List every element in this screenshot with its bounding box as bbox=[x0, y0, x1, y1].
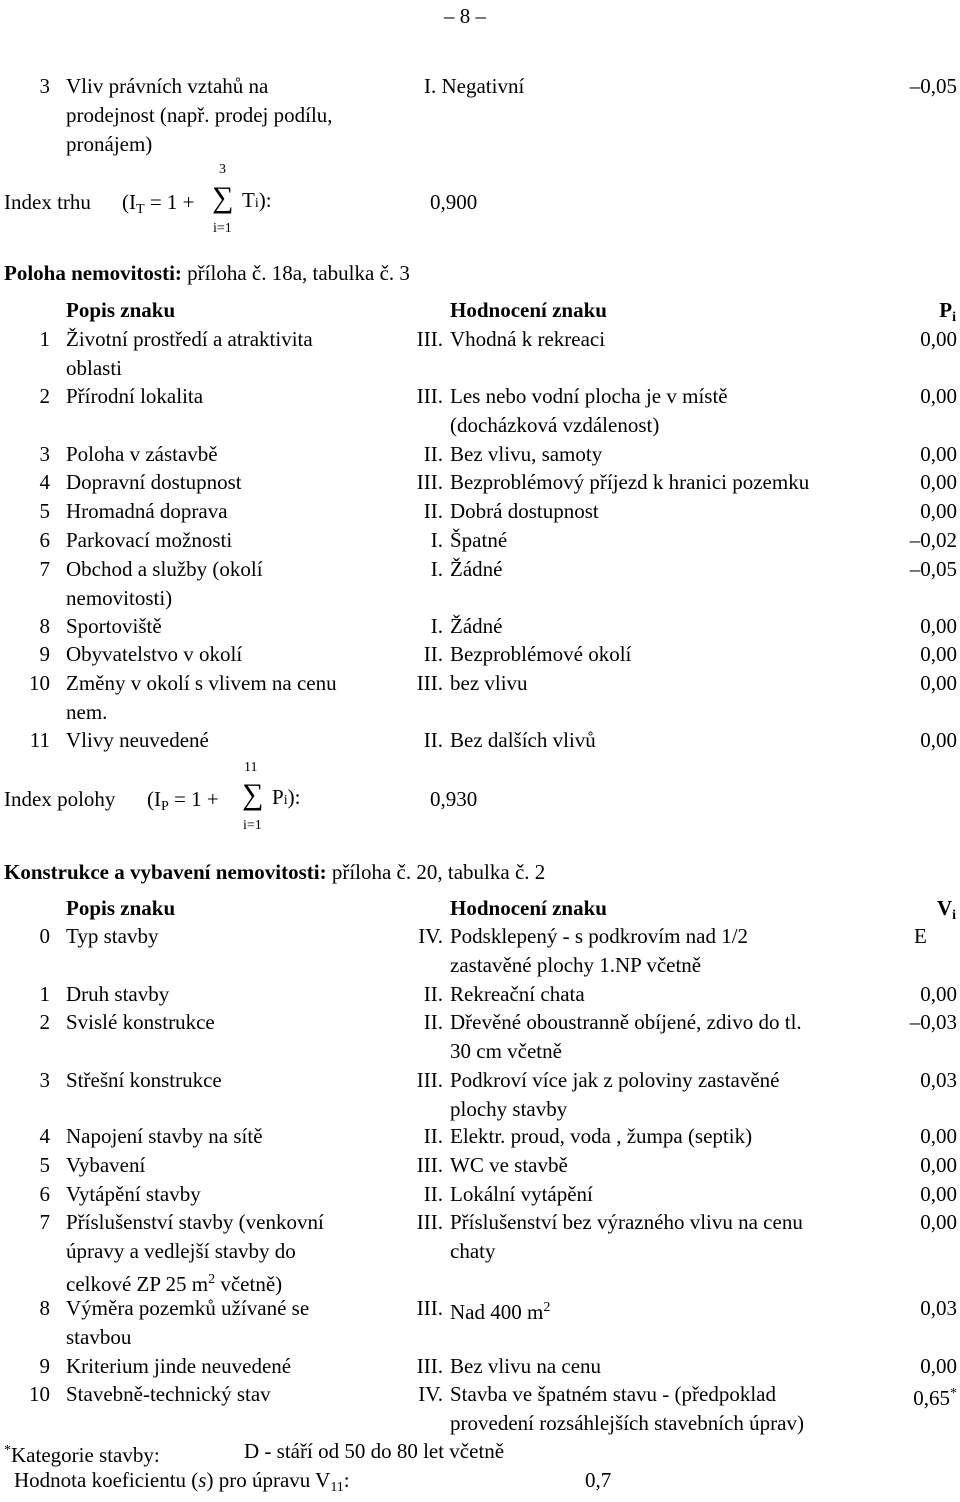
section-title-bold: Konstrukce a vybavení nemovitosti: bbox=[4, 860, 327, 884]
sum-lower-limit: i=1 bbox=[213, 221, 232, 236]
evaluation-level: I. bbox=[430, 557, 443, 581]
row-number: 9 bbox=[39, 642, 50, 666]
value-text: 0,65* bbox=[913, 1386, 957, 1410]
evaluation-text: Vhodná k rekreaci bbox=[450, 327, 606, 351]
feature-text: Vytápění stavby bbox=[66, 1182, 201, 1206]
formula-subscript: T bbox=[136, 202, 145, 217]
formula-term bbox=[272, 783, 300, 815]
feature-text: celkové ZP 25 $m^2$ včetně) bbox=[66, 1272, 283, 1296]
evaluation-text: Podkroví více jak z poloviny zastavěné bbox=[450, 1068, 780, 1092]
evaluation-text: Rekreační chata bbox=[450, 982, 585, 1006]
row-number: 7 bbox=[39, 1210, 50, 1234]
evaluation-text: Stavba ve špatném stavu - (předpoklad bbox=[450, 1382, 776, 1406]
feature-text: nemovitosti) bbox=[66, 586, 173, 610]
evaluation-level: II. bbox=[423, 1010, 443, 1034]
formula-close: ): bbox=[287, 785, 301, 809]
row-number: 11 bbox=[29, 728, 50, 752]
evaluation-text: plochy stavby bbox=[450, 1097, 568, 1121]
feature-text: Dopravní dostupnost bbox=[66, 470, 242, 494]
evaluation-text: Nad 400 $m^2$ bbox=[450, 1300, 551, 1324]
row-number: 1 bbox=[39, 982, 50, 1006]
value-text: 0,03 bbox=[920, 1068, 957, 1092]
row-number: 5 bbox=[39, 1153, 50, 1177]
row-number: 6 bbox=[39, 1182, 50, 1206]
evaluation-level: IV. bbox=[418, 924, 443, 948]
evaluation-text: bez vlivu bbox=[450, 671, 528, 695]
value-text: 0,00 bbox=[920, 470, 957, 494]
row-number: 0 bbox=[39, 924, 50, 948]
formula-term-letter: P bbox=[272, 785, 284, 809]
feature-text: Střešní konstrukce bbox=[66, 1068, 222, 1092]
value-text: 0,00 bbox=[920, 642, 957, 666]
feature-text: Sportoviště bbox=[66, 614, 162, 638]
row-number: 7 bbox=[39, 557, 50, 581]
evaluation-text: (docházková vzdálenost) bbox=[450, 413, 660, 437]
evaluation-level: II. bbox=[423, 442, 443, 466]
evaluation-level: III. bbox=[416, 1296, 443, 1320]
value-text: –0,02 bbox=[909, 528, 957, 552]
row-number: 4 bbox=[39, 470, 50, 494]
page-number: – 8 – bbox=[444, 4, 486, 28]
evaluation-level: III. bbox=[416, 1068, 443, 1092]
row-number: 8 bbox=[39, 614, 50, 638]
evaluation-level: III. bbox=[416, 671, 443, 695]
feature-text: Obyvatelstvo v okolí bbox=[66, 642, 243, 666]
value-text: 0,00 bbox=[920, 1210, 957, 1234]
formula-term-subscript: i bbox=[283, 793, 288, 808]
evaluation-level: I. bbox=[430, 614, 443, 638]
row-number: 10 bbox=[29, 1382, 50, 1406]
footnote-mark: * bbox=[4, 1443, 11, 1458]
column-header-evaluation: Hodnocení znaku bbox=[450, 896, 607, 920]
evaluation-text: provedení rozsáhlejších stavebních úprav) bbox=[450, 1411, 804, 1435]
evaluation-level: III. bbox=[416, 384, 443, 408]
feature-text: Příslušenství stavby (venkovní bbox=[66, 1210, 324, 1234]
evaluation-text: Dřevěné oboustranně obíjené, zdivo do tl. bbox=[450, 1010, 802, 1034]
evaluation-text: Bezproblémové okolí bbox=[450, 642, 632, 666]
evaluation-text: Elektr. proud, voda , žumpa (septik) bbox=[450, 1124, 753, 1148]
column-header-value: $V_i$ bbox=[936, 896, 956, 923]
evaluation-level: IV. bbox=[418, 1382, 443, 1406]
evaluation-text: I. Negativní bbox=[424, 74, 525, 98]
value-text: –0,05 bbox=[909, 74, 957, 98]
coefficient-label: Hodnota koeficientu (s) pro úpravu $V_{11}$: bbox=[14, 1468, 350, 1495]
row-number: 2 bbox=[39, 384, 50, 408]
evaluation-level: II. bbox=[423, 642, 443, 666]
formula-open: (I bbox=[122, 190, 136, 214]
value-text: 0,00 bbox=[920, 327, 957, 351]
feature-text: prodejnost (např. prodej podílu, bbox=[66, 103, 333, 127]
footnote-label: Kategorie stavby: bbox=[11, 1443, 160, 1467]
evaluation-level: III. bbox=[416, 1354, 443, 1378]
value-text: 0,00 bbox=[920, 671, 957, 695]
coefficient-value: 0,7 bbox=[585, 1468, 612, 1492]
section-title bbox=[4, 858, 545, 886]
section-title-bold: Poloha nemovitosti: bbox=[4, 261, 182, 285]
feature-text: Vlivy neuvedené bbox=[66, 728, 209, 752]
feature-text: Napojení stavby na sítě bbox=[66, 1124, 263, 1148]
evaluation-text: Bezproblémový příjezd k hranici pozemku bbox=[450, 470, 810, 494]
evaluation-level: II. bbox=[423, 499, 443, 523]
row-number: 2 bbox=[39, 1010, 50, 1034]
sum-symbol: ∑ bbox=[212, 181, 234, 214]
value-text: 0,03 bbox=[920, 1296, 957, 1320]
feature-text: Výměra pozemků užívané se bbox=[66, 1296, 310, 1320]
evaluation-level: III. bbox=[416, 1153, 443, 1177]
evaluation-text: 30 cm včetně bbox=[450, 1039, 562, 1063]
row-number: 3 bbox=[39, 1068, 50, 1092]
formula-subscript: P bbox=[161, 799, 169, 814]
evaluation-text: zastavěné plochy 1.NP včetně bbox=[450, 953, 702, 977]
evaluation-text: Žádné bbox=[450, 614, 503, 638]
index-label: Index polohy bbox=[4, 787, 116, 811]
sum-upper-limit: 3 bbox=[219, 162, 226, 177]
evaluation-text: Lokální vytápění bbox=[450, 1182, 593, 1206]
feature-text: Druh stavby bbox=[66, 982, 170, 1006]
value-text: –0,03 bbox=[909, 1010, 957, 1034]
feature-text: Stavebně-technický stav bbox=[66, 1382, 271, 1406]
footnote-value: D - stáří od 50 do 80 let včetně bbox=[244, 1439, 505, 1463]
feature-text: Přírodní lokalita bbox=[66, 384, 204, 408]
formula-term bbox=[242, 186, 272, 218]
feature-text: Změny v okolí s vlivem na cenu bbox=[66, 671, 337, 695]
row-number: 6 bbox=[39, 528, 50, 552]
row-number: 4 bbox=[39, 1124, 50, 1148]
formula-term-subscript: i bbox=[254, 196, 259, 211]
column-header-evaluation: Hodnocení znaku bbox=[450, 298, 607, 322]
feature-text: Vybavení bbox=[66, 1153, 146, 1177]
feature-text: Kriterium jinde neuvedené bbox=[66, 1354, 292, 1378]
index-label: Index trhu bbox=[4, 190, 91, 214]
value-text: 0,00 bbox=[920, 1124, 957, 1148]
feature-text: Typ stavby bbox=[66, 924, 159, 948]
evaluation-text: Podsklepený - s podkrovím nad 1/2 bbox=[450, 924, 749, 948]
row-number: 3 bbox=[39, 442, 50, 466]
row-number: 9 bbox=[39, 1354, 50, 1378]
evaluation-text: Špatné bbox=[450, 528, 508, 552]
row-number: 1 bbox=[39, 327, 50, 351]
sum-lower-limit: i=1 bbox=[243, 818, 262, 833]
column-header-feature: Popis znaku bbox=[66, 896, 176, 920]
column-header-value: $P_i$ bbox=[939, 298, 956, 325]
evaluation-level: II. bbox=[423, 1182, 443, 1206]
evaluation-text: Bez vlivu na cenu bbox=[450, 1354, 602, 1378]
feature-text: úpravy a vedlejší stavby do bbox=[66, 1239, 296, 1263]
formula-mid: = 1 + bbox=[149, 190, 195, 214]
index-formula bbox=[147, 785, 219, 821]
feature-text: Hromadná doprava bbox=[66, 499, 228, 523]
row-number: 10 bbox=[29, 671, 50, 695]
value-text: 0,00 bbox=[920, 728, 957, 752]
feature-text: Životní prostředí a atraktivita bbox=[66, 327, 313, 351]
section-title-rest: příloha č. 18a, tabulka č. 3 bbox=[181, 261, 410, 285]
value-text: 0,00 bbox=[920, 1153, 957, 1177]
value-text: 0,00 bbox=[920, 1182, 957, 1206]
evaluation-level: II. bbox=[423, 982, 443, 1006]
value-text: 0,00 bbox=[920, 499, 957, 523]
formula-close: ): bbox=[258, 188, 272, 212]
index-formula bbox=[122, 188, 195, 224]
formula-mid: = 1 + bbox=[174, 787, 219, 811]
value-text: 0,00 bbox=[920, 614, 957, 638]
value-text: 0,00 bbox=[920, 1354, 957, 1378]
index-value: 0,930 bbox=[430, 787, 478, 811]
row-number: 5 bbox=[39, 499, 50, 523]
formula-open: (I bbox=[147, 787, 161, 811]
value-text: 0,00 bbox=[920, 384, 957, 408]
value-text: E bbox=[914, 924, 927, 948]
feature-text: Svislé konstrukce bbox=[66, 1010, 215, 1034]
value-text: 0,00 bbox=[920, 982, 957, 1006]
evaluation-text: Bez vlivu, samoty bbox=[450, 442, 603, 466]
sum-symbol: ∑ bbox=[242, 778, 264, 811]
evaluation-level: III. bbox=[416, 327, 443, 351]
feature-text: oblasti bbox=[66, 356, 122, 380]
evaluation-text: Žádné bbox=[450, 557, 503, 581]
evaluation-text: Les nebo vodní plocha je v místě bbox=[450, 384, 728, 408]
evaluation-text: Bez dalších vlivů bbox=[450, 728, 596, 752]
value-text: 0,00 bbox=[920, 442, 957, 466]
row-number: 8 bbox=[39, 1296, 50, 1320]
section-title bbox=[4, 259, 410, 287]
sum-upper-limit: 11 bbox=[244, 760, 258, 775]
feature-text: Obchod a služby (okolí bbox=[66, 557, 263, 581]
evaluation-level: II. bbox=[423, 728, 443, 752]
evaluation-level: II. bbox=[423, 1124, 443, 1148]
value-text: –0,05 bbox=[909, 557, 957, 581]
formula-term-letter: T bbox=[242, 188, 255, 212]
evaluation-text: Dobrá dostupnost bbox=[450, 499, 599, 523]
evaluation-level: III. bbox=[416, 1210, 443, 1234]
section-title-rest: příloha č. 20, tabulka č. 2 bbox=[326, 860, 546, 884]
evaluation-text: WC ve stavbě bbox=[450, 1153, 568, 1177]
feature-text: nem. bbox=[66, 700, 108, 724]
footnote bbox=[4, 1437, 160, 1469]
column-header-feature: Popis znaku bbox=[66, 298, 176, 322]
feature-text: Poloha v zástavbě bbox=[66, 442, 218, 466]
feature-text: pronájem) bbox=[66, 132, 153, 156]
evaluation-level: III. bbox=[416, 470, 443, 494]
feature-text: Parkovací možnosti bbox=[66, 528, 233, 552]
evaluation-level: I. bbox=[430, 528, 443, 552]
feature-text: Vliv právních vztahů na bbox=[66, 74, 269, 98]
feature-text: stavbou bbox=[66, 1325, 132, 1349]
evaluation-text: Příslušenství bez výrazného vlivu na cenu bbox=[450, 1210, 803, 1234]
index-value: 0,900 bbox=[430, 190, 478, 214]
evaluation-text: chaty bbox=[450, 1239, 496, 1263]
row-number: 3 bbox=[39, 74, 50, 98]
